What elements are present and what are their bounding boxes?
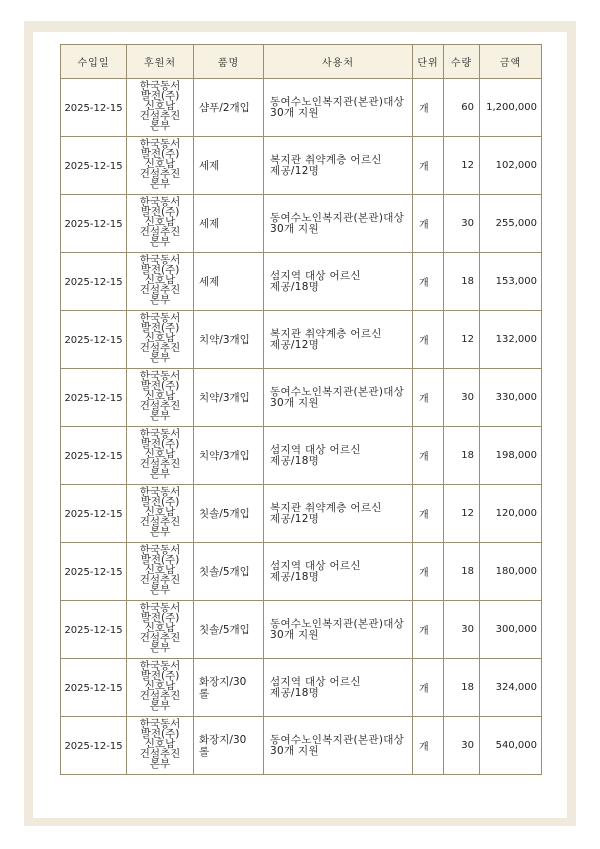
cell-donor-line: 건설추진 [139,226,181,238]
cell-date: 2025-12-15 [61,253,127,311]
cell-qty: 30 [444,195,480,253]
cell-user-line: 복지관 취약계층 어르신 [270,501,382,514]
table-row [61,659,542,717]
cell-amount: 153,000 [480,253,542,311]
cell-item-line: 세제 [199,217,220,230]
cell-unit: 개 [413,543,444,601]
cell-donor-line: 신호남 [144,100,176,112]
cell-donor-line: 신호남 [144,738,176,750]
header-qty: 수량 [444,45,480,79]
cell-qty: 30 [444,369,480,427]
cell-donor-line: 본부 [149,236,171,248]
table-row [61,717,542,775]
table-header-row [61,45,542,79]
cell-user-line: 제공/18명 [270,280,320,293]
cell-donor-line: 한국동서 [139,544,181,556]
cell-donor-line: 한국동서 [139,138,181,150]
cell-qty: 12 [444,137,480,195]
cell-qty: 30 [444,717,480,775]
cell-item [194,601,264,659]
table-row [61,601,542,659]
cell-user [264,195,413,253]
cell-unit: 개 [413,601,444,659]
cell-donor [127,369,194,427]
cell-qty: 12 [444,485,480,543]
cell-donor [127,485,194,543]
cell-donor-line: 한국동서 [139,196,181,208]
cell-qty: 18 [444,659,480,717]
cell-user-line: 섬지역 대상 어르신 [270,269,361,282]
header-amount: 금액 [480,45,542,79]
cell-donor-line: 발전(주) [140,670,180,682]
table-body [61,79,542,775]
cell-donor-line: 본부 [149,526,171,538]
cell-user [264,601,413,659]
cell-item-line: 롤 [199,745,210,758]
cell-user-line: 제공/18명 [270,686,320,699]
cell-donor-line: 건설추진 [139,748,181,760]
table-row [61,543,542,601]
cell-qty: 18 [444,543,480,601]
cell-donor-line: 발전(주) [140,612,180,624]
cell-donor-line: 발전(주) [140,438,180,450]
cell-item-line: 칫솔/5개입 [199,565,250,578]
cell-donor-line: 건설추진 [139,458,181,470]
cell-user-line: 30개 지원 [270,744,319,757]
cell-item-line: 세제 [199,159,220,172]
cell-donor-line: 한국동서 [139,718,181,730]
cell-amount: 324,000 [480,659,542,717]
cell-donor-line: 본부 [149,584,171,596]
cell-donor-line: 신호남 [144,332,176,344]
cell-donor-line: 건설추진 [139,690,181,702]
cell-unit: 개 [413,253,444,311]
cell-donor-line: 신호남 [144,448,176,460]
cell-donor-line: 본부 [149,410,171,422]
cell-donor-line: 본부 [149,468,171,480]
cell-unit: 개 [413,485,444,543]
cell-date: 2025-12-15 [61,717,127,775]
cell-donor-line: 한국동서 [139,254,181,266]
cell-date: 2025-12-15 [61,427,127,485]
cell-user [264,543,413,601]
cell-item-line: 화장지/30 [199,675,247,688]
cell-donor-line: 발전(주) [140,90,180,102]
cell-qty: 12 [444,311,480,369]
cell-item [194,195,264,253]
cell-user-line: 동여수노인복지관(본관)대상 [270,733,405,746]
cell-donor-line: 발전(주) [140,728,180,740]
cell-donor-line: 건설추진 [139,284,181,296]
cell-donor [127,427,194,485]
cell-item-line: 치약/3개입 [199,449,250,462]
cell-user-line: 섬지역 대상 어르신 [270,443,361,456]
cell-date: 2025-12-15 [61,137,127,195]
cell-user-line: 제공/18명 [270,454,320,467]
cell-donor-line: 신호남 [144,390,176,402]
cell-donor-line: 본부 [149,178,171,190]
cell-donor-line: 한국동서 [139,370,181,382]
cell-amount: 300,000 [480,601,542,659]
cell-user [264,253,413,311]
cell-amount: 255,000 [480,195,542,253]
cell-amount: 330,000 [480,369,542,427]
cell-unit: 개 [413,427,444,485]
cell-qty: 18 [444,427,480,485]
cell-item-line: 칫솔/5개입 [199,623,250,636]
header-unit: 단위 [413,45,444,79]
cell-item-line: 세제 [199,275,220,288]
cell-donor [127,253,194,311]
cell-donor-line: 건설추진 [139,110,181,122]
cell-qty: 18 [444,253,480,311]
cell-user-line: 복지관 취약계층 어르신 [270,153,382,166]
cell-donor-line: 건설추진 [139,516,181,528]
cell-donor [127,195,194,253]
cell-donor-line: 한국동서 [139,80,181,92]
table-row [61,195,542,253]
header-item: 품명 [194,45,264,79]
cell-unit: 개 [413,195,444,253]
cell-user-line: 동여수노인복지관(본관)대상 [270,617,405,630]
cell-donor [127,543,194,601]
header-user: 사용처 [264,45,413,79]
cell-user-line: 섬지역 대상 어르신 [270,559,361,572]
cell-item [194,137,264,195]
cell-item-line: 화장지/30 [199,733,247,746]
header-donor: 후원처 [127,45,194,79]
table-row [61,485,542,543]
cell-date: 2025-12-15 [61,659,127,717]
cell-amount: 198,000 [480,427,542,485]
cell-donor-line: 건설추진 [139,574,181,586]
table-row [61,427,542,485]
cell-donor-line: 본부 [149,120,171,132]
cell-user-line: 제공/12명 [270,338,320,351]
cell-item-line: 치약/3개입 [199,391,250,404]
cell-amount: 540,000 [480,717,542,775]
cell-qty: 60 [444,79,480,137]
cell-unit: 개 [413,717,444,775]
cell-user-line: 30개 지원 [270,628,319,641]
cell-item [194,427,264,485]
cell-donor-line: 건설추진 [139,632,181,644]
cell-date: 2025-12-15 [61,601,127,659]
cell-donor-line: 발전(주) [140,380,180,392]
cell-donor-line: 발전(주) [140,554,180,566]
cell-user-line: 30개 지원 [270,396,319,409]
cell-item [194,253,264,311]
cell-donor-line: 발전(주) [140,264,180,276]
cell-donor-line: 한국동서 [139,486,181,498]
cell-unit: 개 [413,311,444,369]
cell-donor [127,311,194,369]
cell-date: 2025-12-15 [61,311,127,369]
cell-donor-line: 신호남 [144,506,176,518]
cell-donor-line: 발전(주) [140,496,180,508]
cell-item [194,717,264,775]
cell-user [264,717,413,775]
cell-donor-line: 신호남 [144,622,176,634]
cell-donor-line: 건설추진 [139,168,181,180]
table-row [61,79,542,137]
cell-user [264,427,413,485]
cell-donor-line: 본부 [149,700,171,712]
cell-donor-line: 신호남 [144,274,176,286]
cell-date: 2025-12-15 [61,485,127,543]
cell-amount: 1,200,000 [480,79,542,137]
cell-date: 2025-12-15 [61,195,127,253]
cell-donor-line: 건설추진 [139,342,181,354]
cell-user [264,369,413,427]
cell-amount: 180,000 [480,543,542,601]
cell-donor-line: 신호남 [144,564,176,576]
cell-user-line: 제공/12명 [270,164,320,177]
cell-item-line: 롤 [199,687,210,700]
cell-user [264,79,413,137]
cell-donor-line: 본부 [149,294,171,306]
cell-item [194,659,264,717]
cell-item-line: 치약/3개입 [199,333,250,346]
table-row [61,137,542,195]
cell-user-line: 30개 지원 [270,222,319,235]
cell-user [264,311,413,369]
cell-donor-line: 한국동서 [139,660,181,672]
cell-donor [127,601,194,659]
cell-item [194,79,264,137]
cell-item-line: 샴푸/2개입 [199,101,250,114]
cell-donor-line: 신호남 [144,158,176,170]
cell-unit: 개 [413,137,444,195]
cell-unit: 개 [413,659,444,717]
cell-user [264,659,413,717]
cell-amount: 102,000 [480,137,542,195]
cell-item-line: 칫솔/5개입 [199,507,250,520]
cell-donor-line: 발전(주) [140,148,180,160]
cell-unit: 개 [413,79,444,137]
cell-user [264,485,413,543]
cell-user-line: 동여수노인복지관(본관)대상 [270,95,405,108]
cell-qty: 30 [444,601,480,659]
cell-donor-line: 발전(주) [140,206,180,218]
cell-user-line: 제공/18명 [270,570,320,583]
cell-donor-line: 한국동서 [139,312,181,324]
cell-donor [127,79,194,137]
donation-usage-table [60,44,542,775]
cell-donor-line: 본부 [149,352,171,364]
cell-user-line: 섬지역 대상 어르신 [270,675,361,688]
cell-donor-line: 본부 [149,758,171,770]
cell-item [194,311,264,369]
cell-user-line: 제공/12명 [270,512,320,525]
table-row [61,253,542,311]
cell-donor-line: 건설추진 [139,400,181,412]
cell-date: 2025-12-15 [61,79,127,137]
cell-amount: 120,000 [480,485,542,543]
cell-date: 2025-12-15 [61,369,127,427]
cell-donor-line: 신호남 [144,216,176,228]
cell-user-line: 동여수노인복지관(본관)대상 [270,211,405,224]
cell-date: 2025-12-15 [61,543,127,601]
cell-user-line: 동여수노인복지관(본관)대상 [270,385,405,398]
header-date: 수입일 [61,45,127,79]
cell-donor-line: 신호남 [144,680,176,692]
table-row [61,311,542,369]
cell-donor-line: 한국동서 [139,602,181,614]
cell-user [264,137,413,195]
cell-item [194,485,264,543]
cell-user-line: 30개 지원 [270,106,319,119]
cell-amount: 132,000 [480,311,542,369]
table-row [61,369,542,427]
cell-donor-line: 본부 [149,642,171,654]
cell-item [194,369,264,427]
cell-user-line: 복지관 취약계층 어르신 [270,327,382,340]
cell-donor [127,659,194,717]
cell-donor-line: 발전(주) [140,322,180,334]
cell-item [194,543,264,601]
cell-unit: 개 [413,369,444,427]
cell-donor-line: 한국동서 [139,428,181,440]
cell-donor [127,717,194,775]
cell-donor [127,137,194,195]
